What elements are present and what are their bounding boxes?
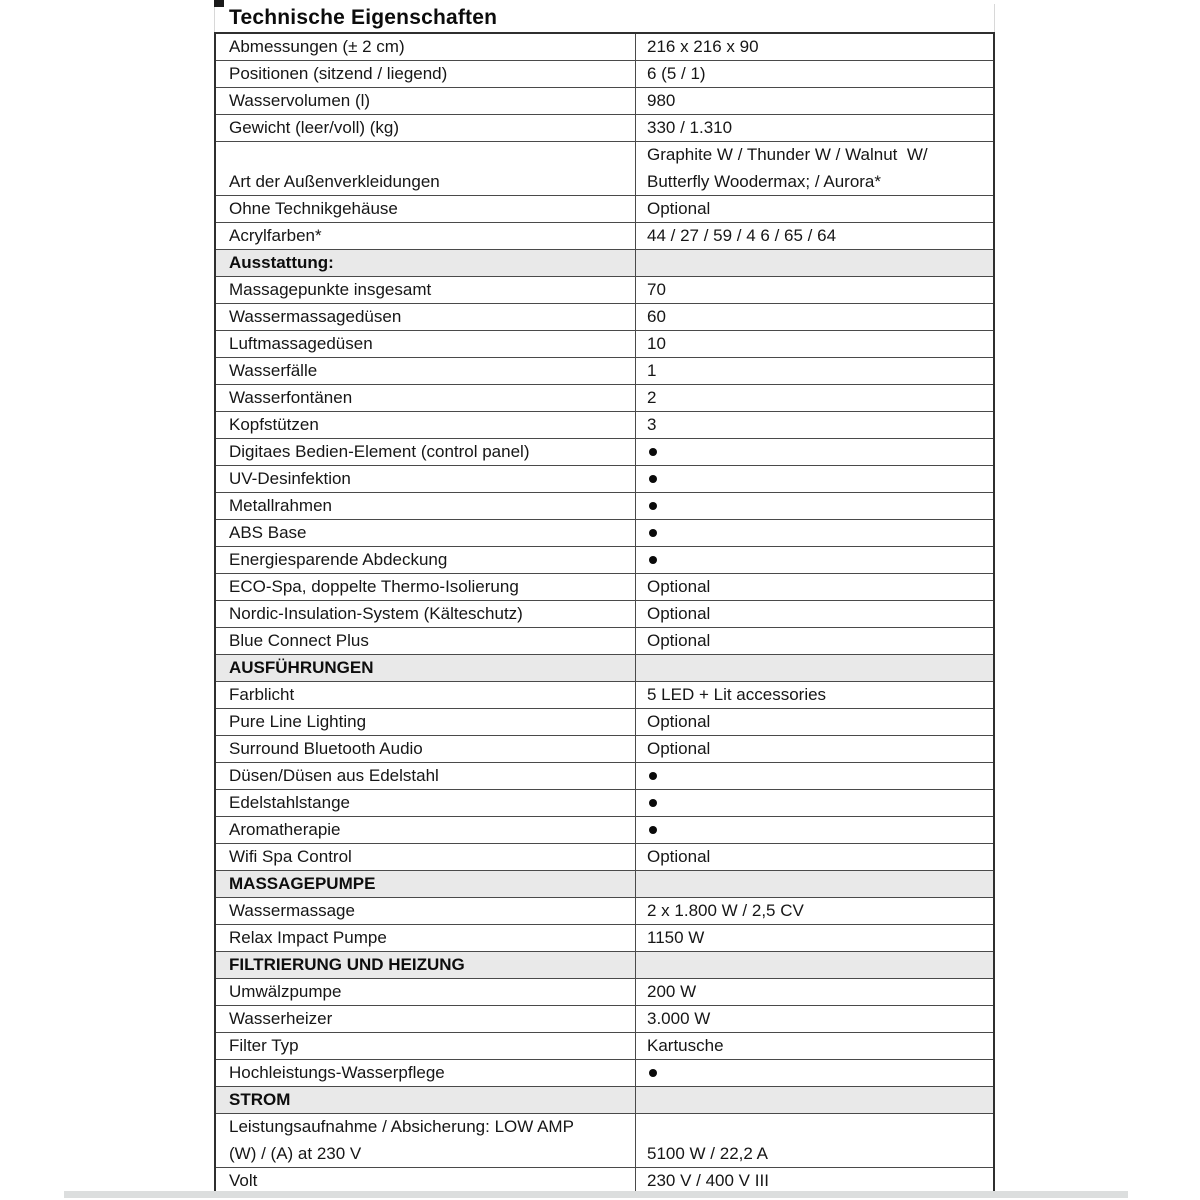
spec-row [216, 1114, 993, 1168]
spec-row [216, 223, 993, 250]
spec-value: 60 [635, 304, 993, 330]
spec-row [216, 1006, 993, 1033]
spec-label: Luftmassagedüsen [229, 334, 373, 353]
spec-label: Massagepunkte insgesamt [229, 280, 432, 299]
spec-value: 216 x 216 x 90 [635, 34, 993, 60]
spec-label-line: Leistungsaufnahme / Absicherung: LOW AMP [229, 1117, 574, 1136]
spec-row [216, 331, 993, 358]
spec-value [635, 250, 993, 276]
spec-value: 200 W [635, 979, 993, 1005]
spec-label: Hochleistungs-Wasserpflege [229, 1063, 445, 1082]
spec-label: Wassermassagedüsen [229, 307, 402, 326]
spec-label: Kopfstützen [229, 415, 319, 434]
bullet-dot-icon [649, 448, 657, 456]
spec-row [216, 709, 993, 736]
spec-row [216, 790, 993, 817]
spec-value: 1150 W [635, 925, 993, 951]
spec-label: Positionen (sitzend / liegend) [229, 64, 448, 83]
spec-label [216, 1114, 635, 1167]
spec-row [216, 385, 993, 412]
spec-label: Energiesparende Abdeckung [229, 550, 448, 569]
next-section-edge [64, 1191, 1128, 1198]
spec-value: 5100 W / 22,2 A [635, 1114, 993, 1167]
spec-value: 330 / 1.310 [635, 115, 993, 141]
page-title: Technische Eigenschaften [214, 4, 995, 32]
spec-row [216, 1033, 993, 1060]
spec-label: Digitaes Bedien-Element (control panel) [229, 442, 530, 461]
spec-row [216, 844, 993, 871]
bullet-dot-icon [649, 502, 657, 510]
spec-label: Nordic-Insulation-System (Kälteschutz) [229, 604, 523, 623]
spec-row [216, 817, 993, 844]
spec-value [635, 520, 993, 546]
spec-label: Wifi Spa Control [229, 847, 352, 866]
spec-row [216, 763, 993, 790]
spec-value [635, 439, 993, 465]
bullet-dot-icon [649, 826, 657, 834]
spec-row [216, 682, 993, 709]
spec-label: Volt [229, 1171, 258, 1190]
spec-row [216, 736, 993, 763]
spec-row [216, 196, 993, 223]
spec-value: Optional [635, 736, 993, 762]
spec-row [216, 1060, 993, 1087]
spec-row [216, 466, 993, 493]
bullet-dot-icon [649, 475, 657, 483]
spec-label-line: (W) / (A) at 230 V [229, 1143, 362, 1163]
spec-value: 3 [635, 412, 993, 438]
spec-label: Filter Typ [229, 1036, 299, 1055]
spec-label: Farblicht [229, 685, 295, 704]
section-header-label: STROM [229, 1090, 291, 1109]
spec-label: Wasserheizer [229, 1009, 333, 1028]
spec-row [216, 34, 993, 61]
spec-value [635, 142, 993, 195]
spec-value: 230 V / 400 V III [635, 1168, 993, 1194]
section-header-row [216, 655, 993, 682]
spec-value: Optional [635, 196, 993, 222]
bullet-dot-icon [649, 772, 657, 780]
spec-row [216, 979, 993, 1006]
spec-table-body [214, 32, 995, 1196]
spec-label: Düsen/Düsen aus Edelstahl [229, 766, 439, 785]
section-header-label: Ausstattung: [229, 253, 334, 272]
spec-value-line: Butterfly Woodermax; / Aurora* [647, 171, 882, 191]
spec-row [216, 142, 993, 196]
spec-value: 70 [635, 277, 993, 303]
spec-row [216, 61, 993, 88]
spec-value-line: Graphite W / Thunder W / Walnut W/ [647, 145, 928, 164]
spec-row [216, 358, 993, 385]
spec-value [635, 655, 993, 681]
spec-value: Kartusche [635, 1033, 993, 1059]
spec-value [635, 493, 993, 519]
bullet-dot-icon [649, 556, 657, 564]
spec-row [216, 520, 993, 547]
section-header-row [216, 1087, 993, 1114]
spec-row [216, 412, 993, 439]
section-header-row [216, 952, 993, 979]
spec-value: Optional [635, 709, 993, 735]
spec-row [216, 115, 993, 142]
spec-value: 980 [635, 88, 993, 114]
spec-value: 44 / 27 / 59 / 4 6 / 65 / 64 [635, 223, 993, 249]
spec-row [216, 88, 993, 115]
spec-row [216, 925, 993, 952]
spec-value: 5 LED + Lit accessories [635, 682, 993, 708]
spec-row [216, 547, 993, 574]
spec-label: Wasservolumen (l) [229, 91, 371, 110]
spec-value: 2 x 1.800 W / 2,5 CV [635, 898, 993, 924]
spec-value [635, 763, 993, 789]
spec-row [216, 277, 993, 304]
spec-value: Optional [635, 574, 993, 600]
section-header-label: AUSFÜHRUNGEN [229, 658, 374, 677]
spec-label: Wasserfälle [229, 361, 318, 380]
spec-label: ABS Base [229, 523, 307, 542]
spec-row [216, 628, 993, 655]
spec-row [216, 439, 993, 466]
spec-value [635, 790, 993, 816]
spec-label: Abmessungen (± 2 cm) [229, 37, 405, 56]
spec-row [216, 601, 993, 628]
spec-label: Relax Impact Pumpe [229, 928, 387, 947]
spec-value: 2 [635, 385, 993, 411]
spec-label: Gewicht (leer/voll) (kg) [229, 118, 400, 137]
spec-value [635, 466, 993, 492]
section-header-row [216, 250, 993, 277]
section-header-row [216, 871, 993, 898]
spec-row [216, 304, 993, 331]
spec-sheet [214, 4, 995, 1196]
spec-value [635, 1087, 993, 1113]
spec-value: Optional [635, 628, 993, 654]
spec-value [635, 817, 993, 843]
bullet-dot-icon [649, 1069, 657, 1077]
spec-row [216, 493, 993, 520]
spec-label: Acrylfarben* [229, 226, 322, 245]
spec-label: Metallrahmen [229, 496, 332, 515]
bullet-dot-icon [649, 529, 657, 537]
spec-value: Optional [635, 844, 993, 870]
spec-value [635, 1060, 993, 1086]
section-header-label: FILTRIERUNG UND HEIZUNG [229, 955, 465, 974]
spec-label: Pure Line Lighting [229, 712, 367, 731]
spec-value: 6 (5 / 1) [635, 61, 993, 87]
spec-value [635, 871, 993, 897]
spec-value [635, 952, 993, 978]
spec-label: Edelstahlstange [229, 793, 350, 812]
spec-label: ECO-Spa, doppelte Thermo-Isolierung [229, 577, 519, 596]
spec-row [216, 574, 993, 601]
spec-label: Art der Außenverkleidungen [229, 172, 440, 191]
spec-label: UV-Desinfektion [229, 469, 351, 488]
spec-label: Wassermassage [229, 901, 355, 920]
spec-label: Ohne Technikgehäuse [229, 199, 398, 218]
spec-value: 10 [635, 331, 993, 357]
spec-label: Aromatherapie [229, 820, 341, 839]
spec-value: 3.000 W [635, 1006, 993, 1032]
spec-label: Surround Bluetooth Audio [229, 739, 423, 758]
section-header-label: MASSAGEPUMPE [229, 874, 376, 893]
spec-value: Optional [635, 601, 993, 627]
spec-label: Umwälzpumpe [229, 982, 342, 1001]
spec-label: Blue Connect Plus [229, 631, 369, 650]
spec-value [635, 547, 993, 573]
spec-row [216, 898, 993, 925]
spec-value: 1 [635, 358, 993, 384]
bullet-dot-icon [649, 799, 657, 807]
spec-label: Wasserfontänen [229, 388, 353, 407]
